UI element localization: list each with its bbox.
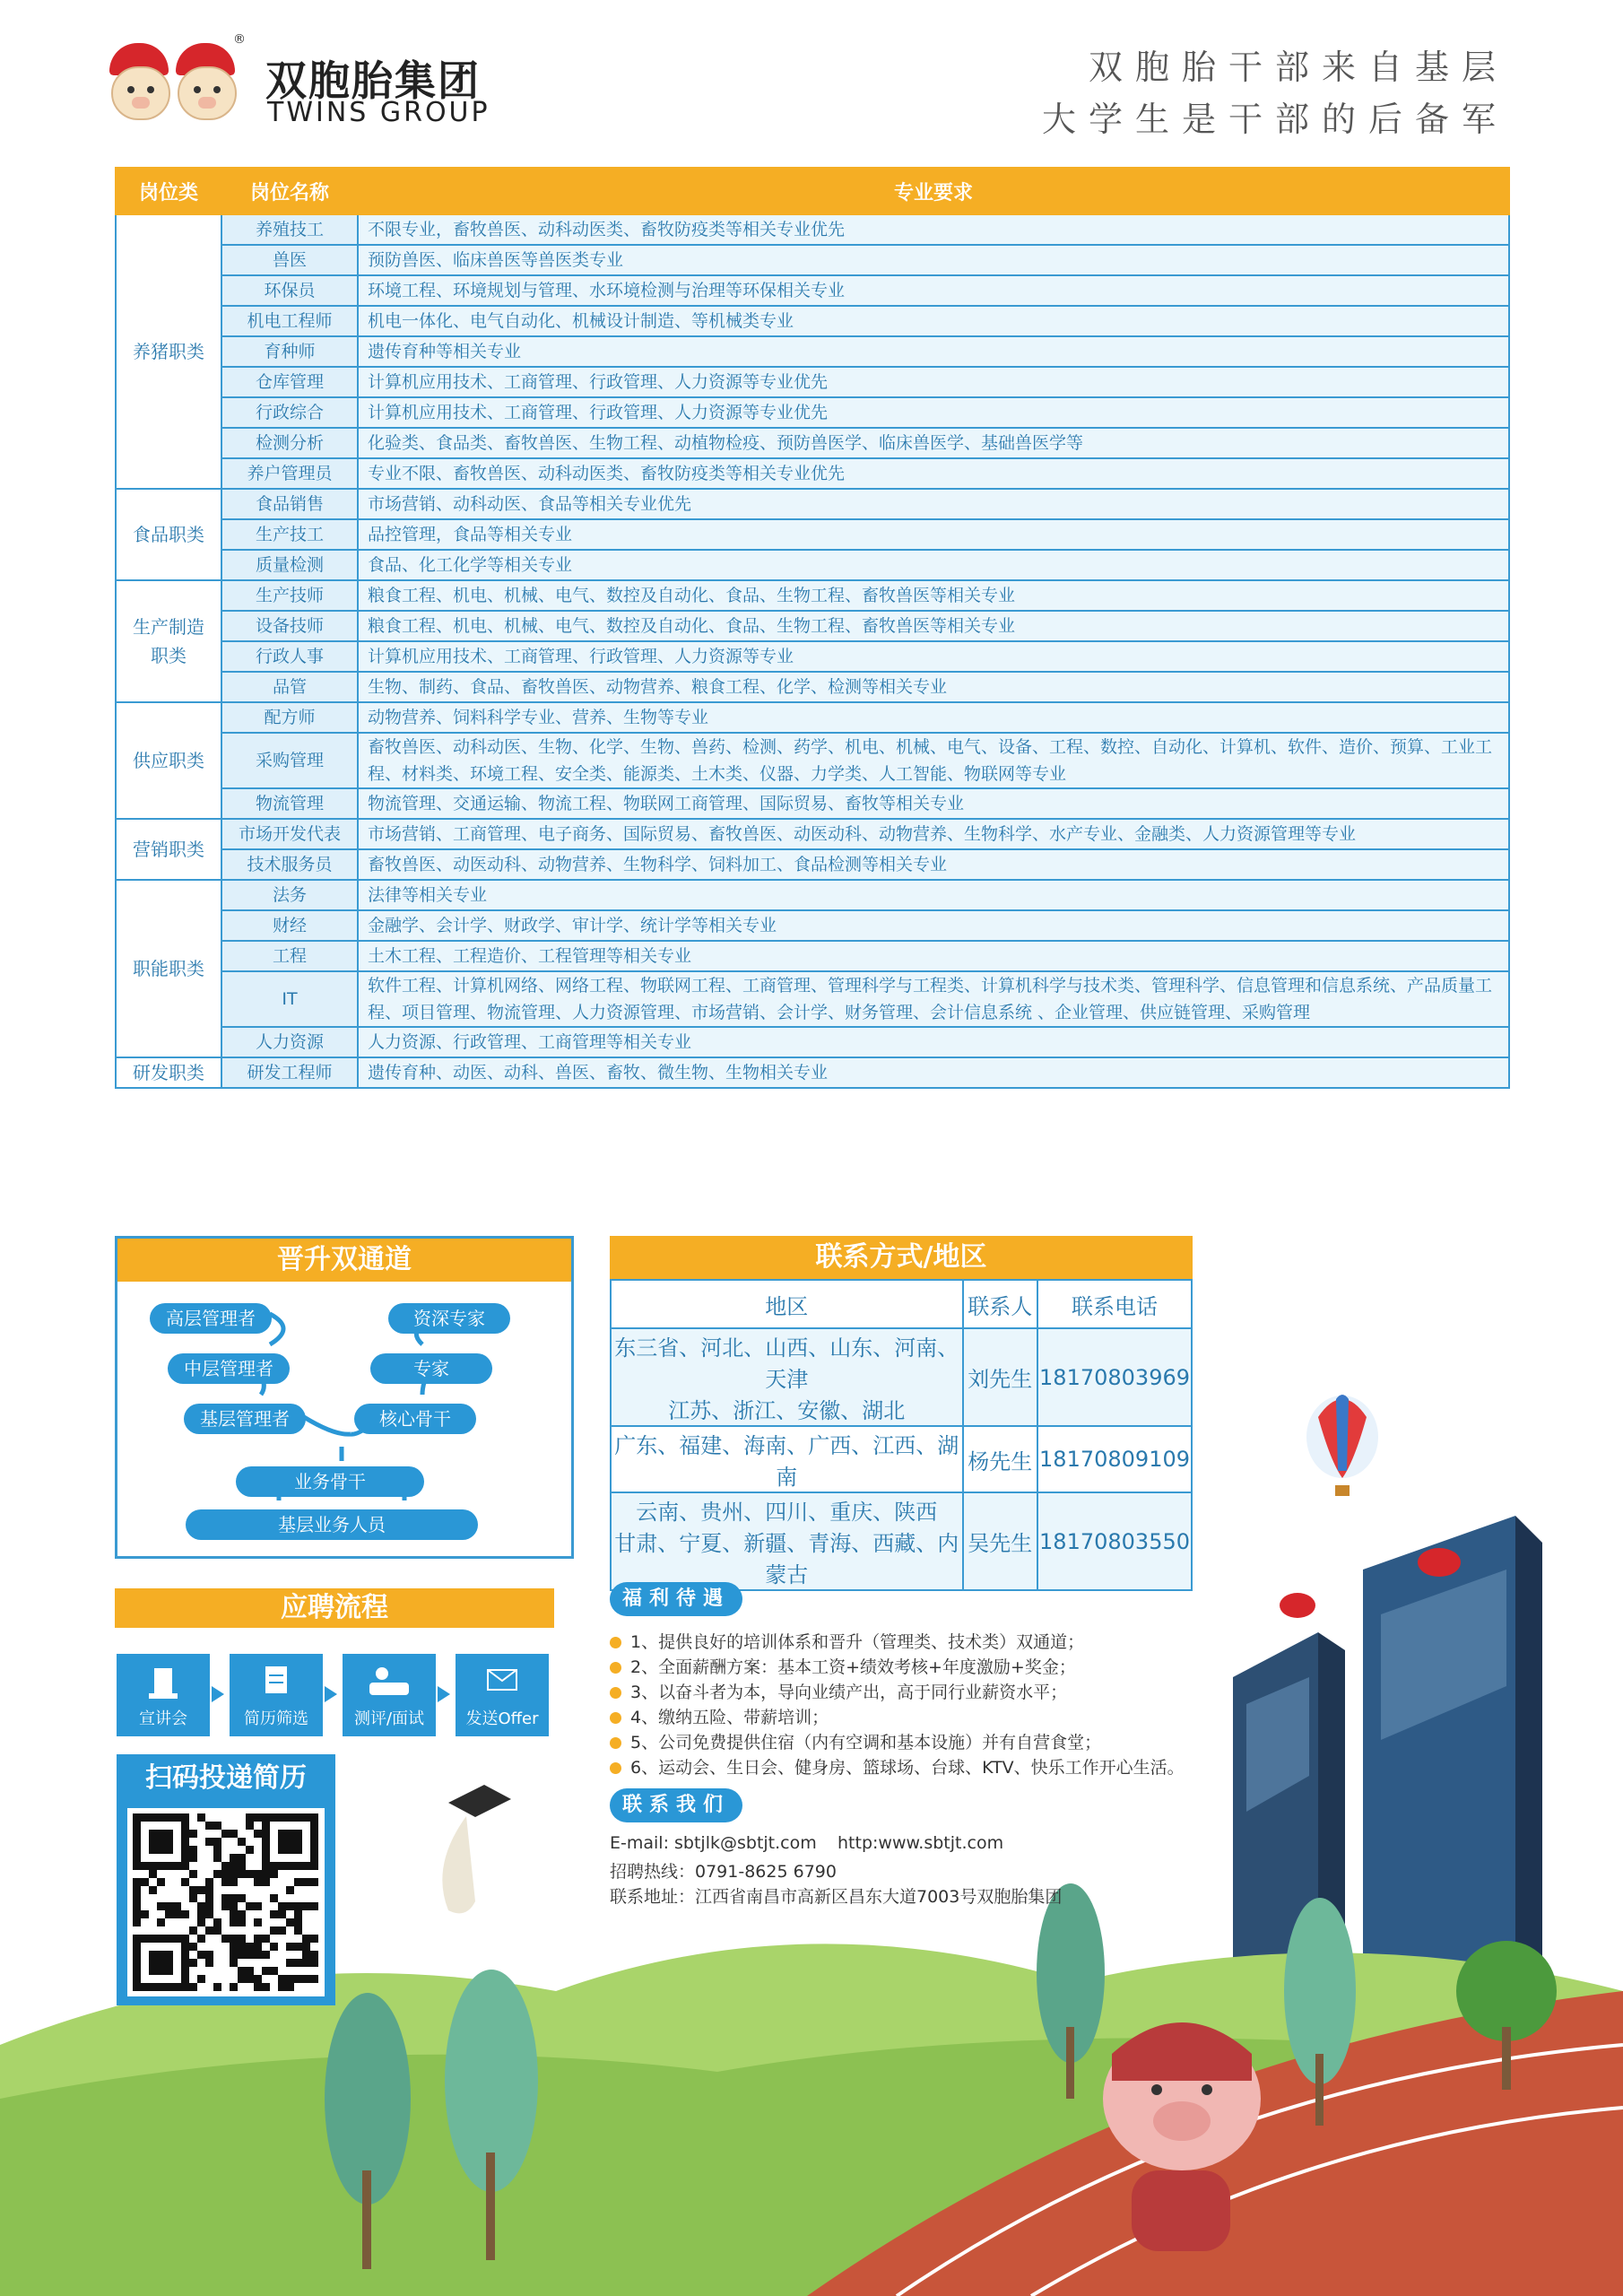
qr-title: 扫码投递简历 [145, 1762, 307, 1794]
job-position: 生产技师 [221, 580, 358, 611]
table-row [116, 611, 1509, 641]
job-position: 生产技工 [221, 519, 358, 550]
job-category: 食品职类 [116, 489, 221, 580]
job-requirement: 机电一体化、电气自动化、机械设计制造、等机械类专业 [358, 306, 1509, 336]
benefit-item: 5、公司免费提供住宿（内有空调和基本设施）并有自营食堂； [610, 1729, 1101, 1753]
table-row [116, 367, 1509, 397]
job-requirement: 遗传育种等相关专业 [358, 336, 1509, 367]
arrow-right-icon [212, 1686, 224, 1702]
contact-us-title: 联系我们 [610, 1788, 742, 1822]
brand-name-en: TWINS GROUP [267, 97, 490, 128]
contact-phone[interactable]: 18170803969 [1037, 1328, 1192, 1426]
promo-node-core-backbone: 核心骨干 [354, 1404, 476, 1434]
job-requirement: 计算机应用技术、工商管理、行政管理、人力资源等专业优先 [358, 367, 1509, 397]
contact-col-person: 联系人 [963, 1280, 1037, 1328]
job-category: 营销职类 [116, 819, 221, 880]
table-row [116, 458, 1509, 489]
contact-email[interactable]: E-mail: sbtjlk@sbtjt.com [610, 1833, 817, 1853]
job-position: 检测分析 [221, 428, 358, 458]
table-row [116, 788, 1509, 819]
contact-address: 联系地址：江西省南昌市高新区昌东大道7003号双胞胎集团 [610, 1887, 1063, 1907]
slogan-line-2: 大学生是干部的后备军 [1041, 100, 1508, 139]
promotion-title: 晋升双通道 [117, 1239, 571, 1282]
job-position: IT [221, 971, 358, 1027]
job-requirement: 化验类、食品类、畜牧兽医、生物工程、动植物检疫、预防兽医学、临床兽医学、基础兽医学等 [358, 428, 1509, 458]
interview-icon [344, 1656, 434, 1706]
col-header-requirement: 专业要求 [358, 168, 1509, 214]
table-row [116, 910, 1509, 941]
benefits-title: 福利待遇 [610, 1582, 742, 1616]
job-requirement: 粮食工程、机电、机械、电气、数控及自动化、食品、生物工程、畜牧兽医等相关专业 [358, 611, 1509, 641]
job-requirement: 不限专业，畜牧兽医、动科动医类、畜牧防疫类等相关专业优先 [358, 214, 1509, 245]
table-row [116, 489, 1509, 519]
job-requirement: 市场营销、动科动医、食品等相关专业优先 [358, 489, 1509, 519]
table-row [116, 306, 1509, 336]
job-requirement: 畜牧兽医、动科动医、生物、化学、生物、兽药、检测、药学、机电、机械、电气、设备、工程、数控、自动化、计算机、软件、造价、预算、工业工程、材料类、环境工程、安全类、能源类、土木类、仪器、力学类、人工智能、物联网等专业 [358, 733, 1509, 788]
job-position: 人力资源 [221, 1027, 358, 1057]
contact-phone[interactable]: 18170809109 [1037, 1426, 1192, 1492]
table-row [116, 336, 1509, 367]
col-header-position: 岗位名称 [221, 168, 358, 214]
process-step-presentation: 宣讲会 [117, 1654, 210, 1736]
job-requirement: 土木工程、工程造价、工程管理等相关专业 [358, 941, 1509, 971]
job-position: 工程 [221, 941, 358, 971]
contact-region: 东三省、河北、山西、山东、河南、天津 江苏、浙江、安徽、湖北 [611, 1328, 963, 1426]
arrow-right-icon [438, 1686, 450, 1702]
process-step-interview: 测评/面试 [343, 1654, 436, 1736]
process-step-resume-screening: 简历筛选 [230, 1654, 323, 1736]
table-row [116, 702, 1509, 733]
contact-title: 联系方式/地区 [610, 1236, 1193, 1279]
table-row [116, 733, 1509, 788]
promo-node-senior-expert: 资深专家 [388, 1303, 510, 1334]
job-position: 养户管理员 [221, 458, 358, 489]
job-category: 生产制造职类 [116, 580, 221, 702]
job-requirement: 畜牧兽医、动医动科、动物营养、生物科学、饲料加工、食品检测等相关专业 [358, 849, 1509, 880]
table-row [116, 641, 1509, 672]
job-requirement: 食品、化工化学等相关专业 [358, 550, 1509, 580]
promo-node-senior-manager: 高层管理者 [150, 1303, 272, 1334]
contact-website[interactable]: http:www.sbtjt.com [838, 1833, 1004, 1853]
benefit-item: 3、以奋斗者为本，导向业绩产出，高于同行业薪资水平； [610, 1679, 1067, 1703]
job-position: 环保员 [221, 275, 358, 306]
hot-air-balloon-icon [1306, 1395, 1378, 1496]
table-row [116, 971, 1509, 1027]
promo-node-junior-manager: 基层管理者 [184, 1404, 306, 1434]
job-requirement: 动物营养、饲料科学专业、营养、生物等专业 [358, 702, 1509, 733]
jobs-table-header [116, 168, 1509, 214]
job-category: 供应职类 [116, 702, 221, 819]
process-steps [117, 1654, 556, 1736]
benefit-item: 1、提供良好的培训体系和晋升（管理类、技术类）双通道； [610, 1629, 1084, 1653]
table-row [116, 519, 1509, 550]
table-row [116, 941, 1509, 971]
contact-region: 云南、贵州、四川、重庆、陕西 甘肃、宁夏、新疆、青海、西藏、内蒙古 [611, 1492, 963, 1590]
process-step-offer: 发送Offer [456, 1654, 549, 1736]
promo-node-business-backbone: 业务骨干 [236, 1466, 424, 1497]
table-row [116, 397, 1509, 428]
job-requirement: 计算机应用技术、工商管理、行政管理、人力资源等专业 [358, 641, 1509, 672]
contact-region: 广东、福建、海南、广西、江西、湖南 [611, 1426, 963, 1492]
bullet-icon [610, 1712, 621, 1724]
job-category: 养猪职类 [116, 214, 221, 489]
brand-logo [106, 32, 518, 135]
table-row [116, 849, 1509, 880]
table-row [116, 819, 1509, 849]
table-row [116, 214, 1509, 245]
table-row [116, 550, 1509, 580]
bullet-icon [610, 1737, 621, 1749]
job-position: 行政人事 [221, 641, 358, 672]
job-position: 财经 [221, 910, 358, 941]
podium-icon [118, 1656, 208, 1706]
job-requirement: 专业不限、畜牧兽医、动科动医类、畜牧防疫类等相关专业优先 [358, 458, 1509, 489]
job-position: 技术服务员 [221, 849, 358, 880]
table-row [116, 1057, 1509, 1088]
contact-person: 吴先生 [963, 1492, 1037, 1590]
contact-person: 杨先生 [963, 1426, 1037, 1492]
process-title: 应聘流程 [115, 1588, 554, 1628]
qr-panel [117, 1754, 335, 2005]
job-position: 市场开发代表 [221, 819, 358, 849]
benefit-item: 2、全面薪酬方案：基本工资+绩效考核+年度激励+奖金； [610, 1654, 1076, 1678]
contact-us-panel [610, 1788, 1237, 1914]
job-requirement: 人力资源、行政管理、工商管理等相关专业 [358, 1027, 1509, 1057]
job-requirement: 金融学、会计学、财政学、审计学、统计学等相关专业 [358, 910, 1509, 941]
contact-phone[interactable]: 18170803550 [1037, 1492, 1192, 1590]
job-requirement: 环境工程、环境规划与管理、水环境检测与治理等环保相关专业 [358, 275, 1509, 306]
job-position: 配方师 [221, 702, 358, 733]
job-position: 行政综合 [221, 397, 358, 428]
job-position: 品管 [221, 672, 358, 702]
benefits-panel [610, 1582, 1237, 1788]
job-category: 研发职类 [116, 1057, 221, 1088]
contact-hotline: 招聘热线：0791-8625 6790 [610, 1862, 837, 1882]
job-requirement: 生物、制药、食品、畜牧兽医、动物营养、粮食工程、化学、检测等相关专业 [358, 672, 1509, 702]
job-position: 研发工程师 [221, 1057, 358, 1088]
job-position: 设备技师 [221, 611, 358, 641]
job-requirement: 法律等相关专业 [358, 880, 1509, 910]
promo-node-expert: 专家 [370, 1353, 492, 1384]
benefit-item: 4、缴纳五险、带薪培训； [610, 1704, 829, 1728]
document-icon [231, 1656, 321, 1706]
table-row [116, 672, 1509, 702]
slogan-line-1: 双胞胎干部来自基层 [1088, 48, 1508, 87]
job-requirement: 粮食工程、机电、机械、电气、数控及自动化、食品、生物工程、畜牧兽医等相关专业 [358, 580, 1509, 611]
contact-col-phone: 联系电话 [1037, 1280, 1192, 1328]
registered-mark: ® [233, 32, 246, 47]
qr-code-icon[interactable] [127, 1808, 325, 1996]
job-position: 法务 [221, 880, 358, 910]
table-row [116, 428, 1509, 458]
promo-node-entry-staff: 基层业务人员 [186, 1509, 478, 1540]
job-requirement: 遗传育种、动医、动科、兽医、畜牧、微生物、生物相关专业 [358, 1057, 1509, 1088]
graduation-cap-icon [442, 1785, 511, 1913]
job-position: 仓库管理 [221, 367, 358, 397]
job-position: 物流管理 [221, 788, 358, 819]
promo-node-middle-manager: 中层管理者 [168, 1353, 290, 1384]
job-requirement: 软件工程、计算机网络、网络工程、物联网工程、工商管理、管理科学与工程类、计算机科学与技术类、管理科学、信息管理和信息系统、产品质量工程、项目管理、物流管理、人力资源管理、市场营销、会计学、财务管理、会计信息系统 、企业管理、供应链管理、采购管理 [358, 971, 1509, 1027]
bullet-icon [610, 1762, 621, 1774]
jobs-table [115, 167, 1510, 1089]
job-requirement: 市场营销、工商管理、电子商务、国际贸易、畜牧兽医、动医动科、动物营养、生物科学、水产专业、金融类、人力资源管理等专业 [358, 819, 1509, 849]
col-header-category: 岗位类 [116, 168, 221, 214]
envelope-icon [457, 1656, 547, 1706]
job-requirement: 物流管理、交通运输、物流工程、物联网工商管理、国际贸易、畜牧等相关专业 [358, 788, 1509, 819]
job-position: 质量检测 [221, 550, 358, 580]
mascot-icon [172, 43, 239, 120]
job-position: 食品销售 [221, 489, 358, 519]
job-position: 机电工程师 [221, 306, 358, 336]
job-position: 育种师 [221, 336, 358, 367]
job-position: 采购管理 [221, 733, 358, 788]
table-row [116, 580, 1509, 611]
job-position: 兽医 [221, 245, 358, 275]
job-requirement: 计算机应用技术、工商管理、行政管理、人力资源等专业优先 [358, 397, 1509, 428]
job-requirement: 预防兽医、临床兽医等兽医类专业 [358, 245, 1509, 275]
table-row [116, 275, 1509, 306]
job-requirement: 品控管理，食品等相关专业 [358, 519, 1509, 550]
contact-col-region: 地区 [611, 1280, 963, 1328]
job-position: 养殖技工 [221, 214, 358, 245]
bullet-icon [610, 1687, 621, 1699]
bullet-icon [610, 1662, 621, 1674]
mascot-icon [106, 43, 172, 120]
job-category: 职能职类 [116, 880, 221, 1057]
brand-name-cn: 双胞胎集团 [265, 57, 481, 105]
table-row [116, 1027, 1509, 1057]
arrow-right-icon [325, 1686, 337, 1702]
table-row [116, 880, 1509, 910]
contact-person: 刘先生 [963, 1328, 1037, 1426]
bullet-icon [610, 1637, 621, 1648]
benefit-item: 6、运动会、生日会、健身房、篮球场、台球、KTV、快乐工作开心生活。 [610, 1754, 1185, 1779]
table-row [116, 245, 1509, 275]
